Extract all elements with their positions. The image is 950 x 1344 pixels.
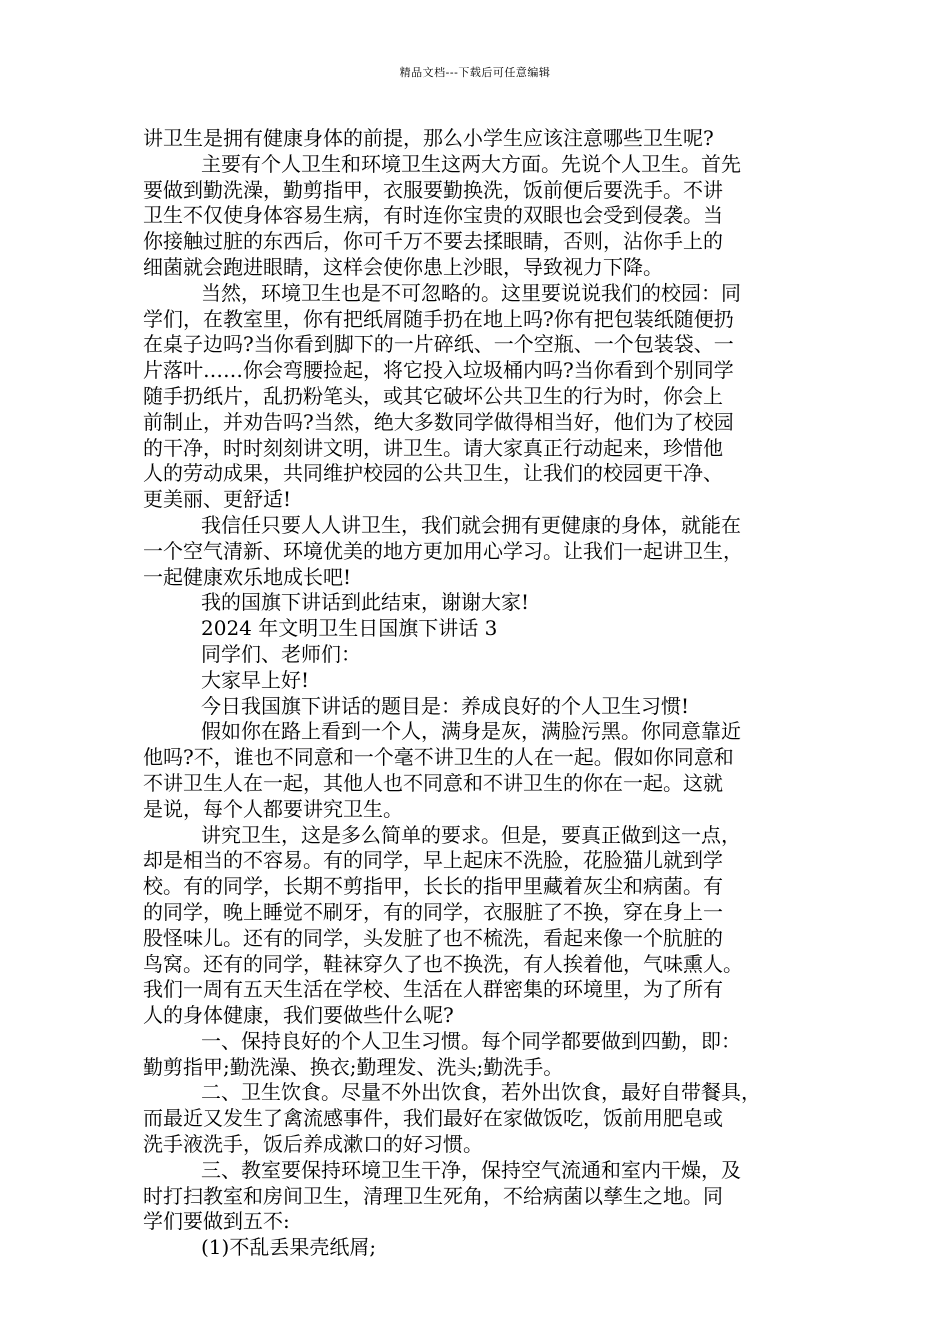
text-line: 卫生不仅使身体容易生病，有时连你宝贵的双眼也会受到侵袭。当 [143,203,723,228]
text-line: 不讲卫生人在一起，其他人也不同意和不讲卫生的你在一起。这就 [143,770,723,795]
text-line: 一起健康欢乐地成长吧! [143,564,352,589]
text-line: 鸟窝。还有的同学，鞋袜穿久了也不换洗，有人挨着他，气味熏人。 [143,951,743,976]
text-line: 你接触过脏的东西后，你可千万不要去揉眼睛，否则，沾你手上的 [143,229,723,254]
text-line: 假如你在路上看到一个人，满身是灰，满脸污黑。你同意靠近 [201,719,741,744]
text-line: 我的国旗下讲话到此结束，谢谢大家! [201,590,530,615]
text-line: 校。有的同学，长期不剪指甲，长长的指甲里藏着灰尘和病菌。有 [143,874,723,899]
text-line: 是说，每个人都要讲究卫生。 [143,796,403,821]
text-line: 我们一周有五天生活在学校、生活在人群密集的环境里，为了所有 [143,977,723,1002]
document-body [143,126,833,1261]
text-line: 主要有个人卫生和环境卫生这两大方面。先说个人卫生。首先 [201,151,741,176]
text-line: 二、卫生饮食。尽量不外出饮食，若外出饮食，最好自带餐具， [201,1080,761,1105]
text-line: 讲卫生是拥有健康身体的前提，那么小学生应该注意哪些卫生呢? [143,126,714,150]
text-line: 前制止，并劝告吗?当然，绝大多数同学做得相当好，他们为了校园 [143,409,734,434]
text-line: 而最近又发生了禽流感事件，我们最好在家做饭吃，饭前用肥皂或 [143,1106,723,1131]
text-line: 学们，在教室里，你有把纸屑随手扔在地上吗?你有把包装纸随便扔 [143,306,734,331]
text-line: 一、保持良好的个人卫生习惯。每个同学都要做到四勤，即： [201,1028,741,1053]
text-line: 讲究卫生，这是多么简单的要求。但是，要真正做到这一点， [201,822,741,847]
text-line: 在桌子边吗?当你看到脚下的一片碎纸、一个空瓶、一个包装袋、一 [143,332,734,357]
text-line: 三、教室要保持环境卫生干净，保持空气流通和室内干燥，及 [201,1157,741,1182]
text-line: 大家早上好! [201,667,310,692]
text-line: 的干净，时时刻刻讲文明，讲卫生。请大家真正行动起来，珍惜他 [143,435,723,460]
text-line: 他吗?不，谁也不同意和一个毫不讲卫生的人在一起。假如你同意和 [143,745,734,770]
text-line: 2024 年文明卫生日国旗下讲话 3 [201,616,498,641]
text-line: 要做到勤洗澡，勤剪指甲，衣服要勤换洗，饭前便后要洗手。不讲 [143,177,723,202]
text-line: 当然，环境卫生也是不可忽略的。这里要说说我们的校园：同 [201,280,741,305]
text-line: 人的身体健康，我们要做些什么呢? [143,1003,454,1028]
text-line: 片落叶……你会弯腰捡起，将它投入垃圾桶内吗?当你看到个别同学 [143,358,734,383]
text-line: 人的劳动成果，共同维护校园的公共卫生，让我们的校园更干净、 [143,461,723,486]
text-line: 洗手液洗手，饭后养成漱口的好习惯。 [143,1132,483,1157]
text-line: 细菌就会跑进眼睛，这样会使你患上沙眼，导致视力下降。 [143,254,663,279]
text-line: 更美丽、更舒适! [143,487,292,512]
text-line: 同学们、老师们： [201,641,361,666]
text-line: 股怪味儿。还有的同学，头发脏了也不梳洗，看起来像一个肮脏的 [143,925,723,950]
text-line: 我信任只要人人讲卫生，我们就会拥有更健康的身体，就能在 [201,512,741,537]
text-line: 一个空气清新、环境优美的地方更加用心学习。让我们一起讲卫生， [143,538,743,563]
text-line: 学们要做到五不: [143,1209,290,1234]
text-line: 时打扫教室和房间卫生，清理卫生死角，不给病菌以孳生之地。同 [143,1183,723,1208]
text-line: 随手扔纸片，乱扔粉笔头，或其它破坏公共卫生的行为时，你会上 [143,383,723,408]
text-line: 今日我国旗下讲话的题目是：养成良好的个人卫生习惯! [201,693,690,718]
text-line: 勤剪指甲;勤洗澡、换衣;勤理发、洗头;勤洗手。 [143,1054,564,1079]
text-line: 却是相当的不容易。有的同学，早上起床不洗脸，花脸猫儿就到学 [143,848,723,873]
text-line: 的同学，晚上睡觉不刷牙，有的同学，衣服脏了不换，穿在身上一 [143,899,723,924]
text-line: (1)不乱丢果壳纸屑; [201,1235,377,1260]
page-header: 精品文档---下载后可任意编辑 [399,66,551,79]
